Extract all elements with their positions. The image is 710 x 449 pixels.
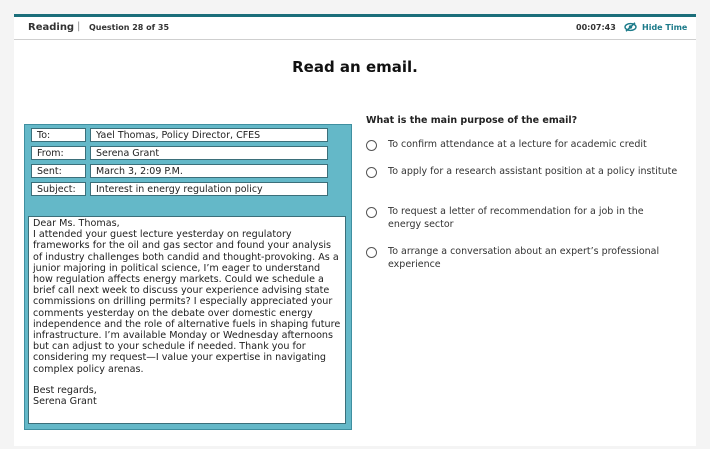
to-label: To:	[31, 128, 86, 142]
question-prompt: What is the main purpose of the email?	[366, 115, 578, 126]
answer-option-label: To confirm attendance at a lecture for academic credit	[388, 139, 647, 150]
answer-option-3[interactable]	[366, 206, 686, 231]
sent-value: March 3, 2:09 P.M.	[90, 164, 328, 178]
answer-option-1[interactable]	[366, 139, 686, 152]
subject-value: Interest in energy regulation policy	[90, 182, 328, 196]
to-value: Yael Thomas, Policy Director, CFES	[90, 128, 328, 142]
email-closing: Best regards,	[33, 384, 97, 396]
from-label: From:	[31, 146, 86, 160]
timer: 00:07:43	[576, 23, 616, 32]
hide-time-button[interactable]	[624, 20, 687, 34]
email-body-text: I attended your guest lecture yesterday on regulatory frameworks for the oil and gas sector and found your analysis of industry challenges both candid and thought-provoking. As a junior majoring in political science, I’m eager to understand how regulation affects energy markets. Could we schedule a brief call next week to discuss your experience advising state commissions on drilling permits? I especially appreciated your comments yesterday on the debate over domestic energy independence and the role of alternative fuels in shaping future infrastructure. I’m available Monday or Wednesday afternoons but can adjust to your schedule if needed. Thank you for considering my request—I value your expertise in navigating complex policy arenas.	[33, 229, 341, 375]
email-panel	[24, 124, 352, 430]
answer-option-4[interactable]	[366, 246, 686, 271]
from-value: Serena Grant	[90, 146, 328, 160]
answer-option-label: To arrange a conversation about an expert’s professional experience	[388, 246, 660, 270]
email-body	[28, 216, 346, 424]
radio-button[interactable]	[366, 140, 377, 151]
email-greeting: Dear Ms. Thomas,	[33, 218, 120, 229]
radio-button[interactable]	[366, 247, 377, 258]
sent-label: Sent:	[31, 164, 86, 178]
header-bar	[14, 17, 696, 40]
radio-button[interactable]	[366, 167, 377, 178]
section-label: Reading	[28, 22, 75, 33]
email-signature: Serena Grant	[33, 396, 97, 408]
page-title: Read an email.	[292, 58, 418, 76]
answer-option-2[interactable]	[366, 166, 686, 179]
question-counter: Question 28 of 35	[89, 23, 170, 32]
answer-option-label: To apply for a research assistant position at a policy institute	[388, 166, 678, 177]
subject-label: Subject:	[31, 182, 86, 196]
hide-time-label: Hide Time	[642, 22, 688, 32]
eye-slash-icon	[624, 22, 637, 32]
test-page	[14, 14, 696, 446]
answer-option-label: To request a letter of recommendation for a job in the energy sector	[388, 206, 644, 230]
header-separator: |	[77, 21, 81, 32]
radio-button[interactable]	[366, 207, 377, 218]
